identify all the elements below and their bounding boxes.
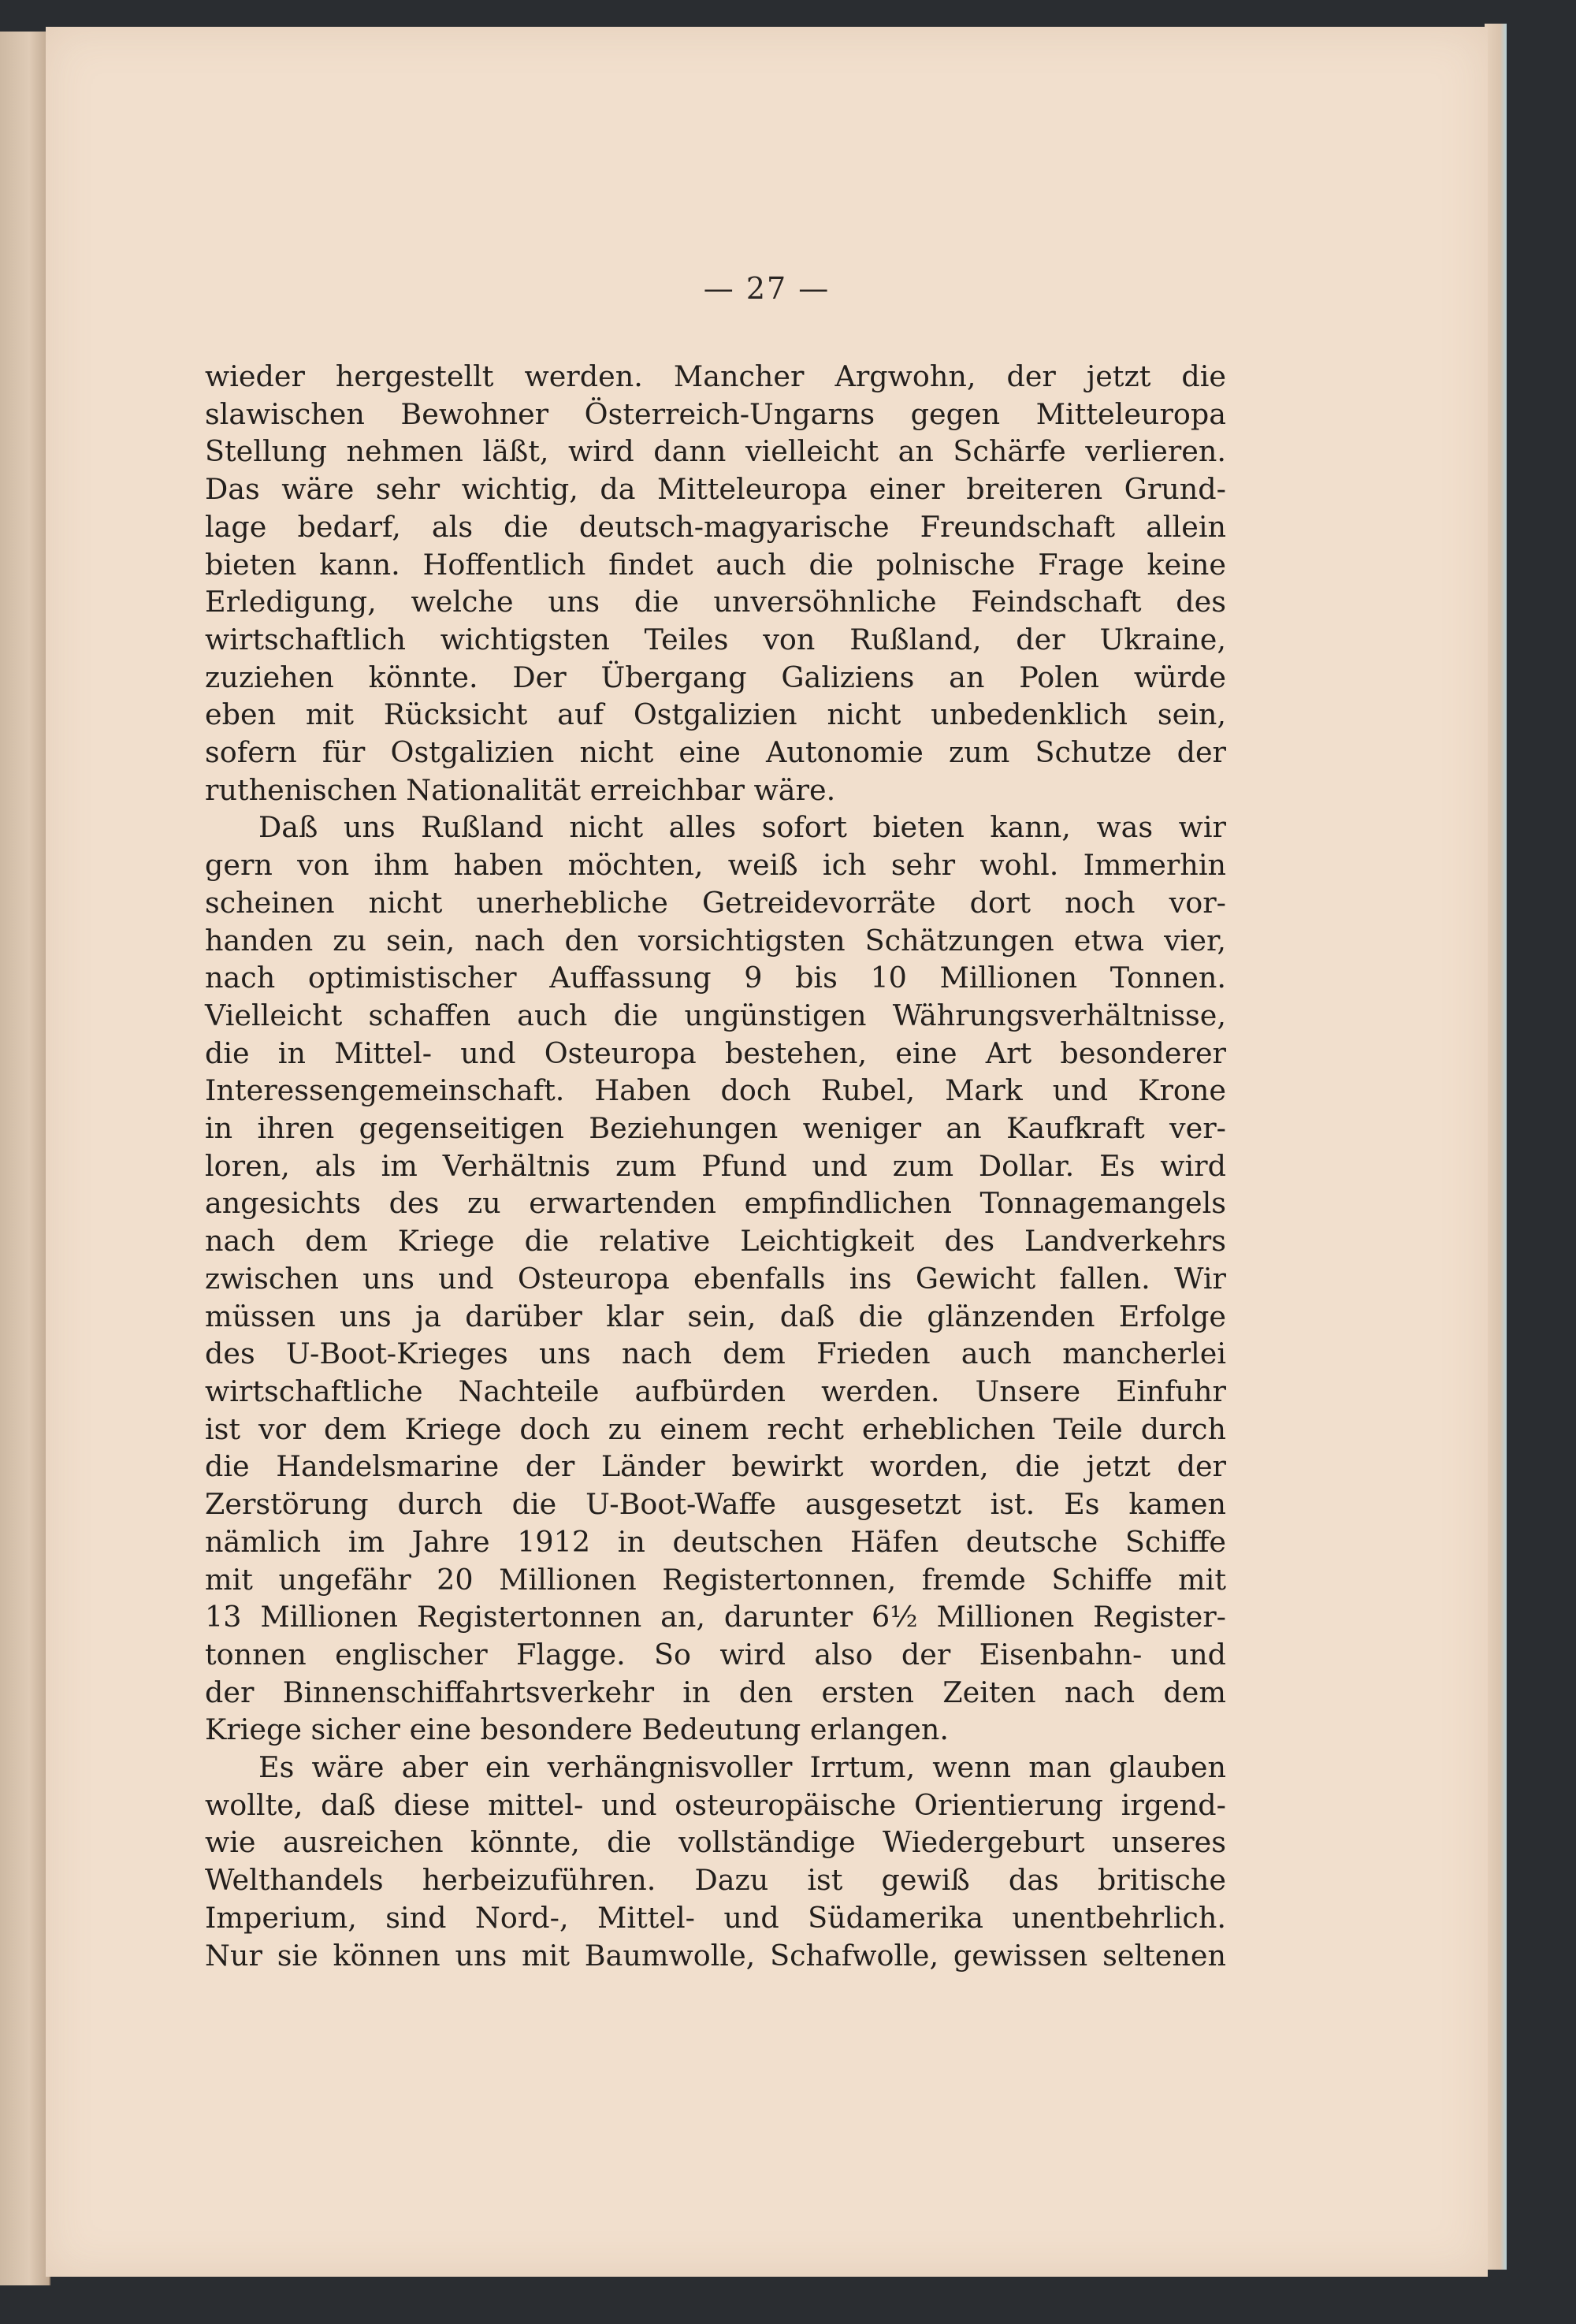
text-line: nach dem Kriege die relative Leichtigkeit des Landverkehrs (205, 1224, 1226, 1259)
text-line: zuziehen könnte. Der Übergang Galiziens an Polen würde (205, 660, 1226, 694)
text-line: bieten kann. Hoffentlich findet auch die polnische Frage keine (205, 547, 1226, 582)
text-line: Imperium, sind Nord-, Mittel- und Südamerika unentbehrlich. (205, 1900, 1226, 1935)
text-line: 13 Millionen Registertonnen an, darunter 6½ Millionen Register- (205, 1600, 1226, 1634)
text-line: ist vor dem Kriege doch zu einem recht erheblichen Teile durch (205, 1411, 1226, 1446)
text-line: gern von ihm haben möchten, weiß ich sehr wohl. Immerhin (205, 848, 1226, 883)
left-page-edge (0, 32, 50, 2285)
text-line: Stellung nehmen läßt, wird dann vielleicht an Schärfe verlieren. (205, 434, 1226, 469)
book-page (46, 27, 1488, 2277)
text-line: Das wäre sehr wichtig, da Mitteleuropa einer breiteren Grund- (205, 472, 1226, 507)
text-line: wirtschaftliche Nachteile aufbürden werden. Unsere Einfuhr (205, 1374, 1226, 1408)
text-line: wie ausreichen könnte, die vollständige Wiedergeburt unseres (205, 1825, 1226, 1860)
text-line: nach optimistischer Auffassung 9 bis 10 Millionen Tonnen. (205, 961, 1226, 995)
text-line: zwischen uns und Osteuropa ebenfalls ins Gewicht fallen. Wir (205, 1261, 1226, 1296)
text-line: handen zu sein, nach den vorsichtigsten Schätzungen etwa vier, (205, 923, 1226, 957)
text-line: wirtschaftlich wichtigsten Teiles von Rußland, der Ukraine, (205, 622, 1226, 656)
text-line: Nur sie können uns mit Baumwolle, Schafwolle, gewissen seltenen (205, 1938, 1226, 1973)
text-line: loren, als im Verhältnis zum Pfund und zum Dollar. Es wird (205, 1148, 1226, 1183)
text-line: wollte, daß diese mittel- und osteuropäische Orientierung irgend- (205, 1787, 1226, 1822)
text-line: Vielleicht schaffen auch die ungünstigen Währungsverhältnisse, (205, 998, 1226, 1032)
text-line: tonnen englischer Flagge. So wird also der Eisenbahn- und (205, 1637, 1226, 1671)
text-line: slawischen Bewohner Österreich-Ungarns gegen Mitteleuropa (205, 396, 1226, 431)
text-line: Erledigung, welche uns die unversöhnliche Feindschaft des (205, 585, 1226, 619)
text-line: des U-Boot-Krieges uns nach dem Frieden auch mancherlei (205, 1337, 1226, 1371)
text-line: Es wäre aber ein verhängnisvoller Irrtum, wenn man glauben (258, 1750, 1226, 1785)
text-line: Daß uns Rußland nicht alles sofort bieten kann, was wir (258, 810, 1226, 845)
text-line: in ihren gegenseitigen Beziehungen weniger an Kaufkraft ver- (205, 1111, 1226, 1146)
page-right-edge (1485, 24, 1507, 2270)
text-line: lage bedarf, als die deutsch-magyarische Freundschaft allein (205, 509, 1226, 544)
text-line: Interessengemeinschaft. Haben doch Rubel, Mark und Krone (205, 1073, 1226, 1108)
text-line: die Handelsmarine der Länder bewirkt worden, die jetzt der (205, 1449, 1226, 1484)
text-line: Zerstörung durch die U-Boot-Waffe ausgesetzt ist. Es kamen (205, 1487, 1226, 1522)
text-line: eben mit Rücksicht auf Ostgalizien nicht unbedenklich sein, (205, 697, 1226, 732)
text-line: nämlich im Jahre 1912 in deutschen Häfen deutsche Schiffe (205, 1524, 1226, 1559)
page-number: — 27 — (703, 271, 831, 306)
text-line: Kriege sicher eine besondere Bedeutung erlangen. (205, 1712, 949, 1747)
text-line: angesichts des zu erwartenden empfindlichen Tonnagemangels (205, 1186, 1226, 1221)
text-line: scheinen nicht unerhebliche Getreidevorräte dort noch vor- (205, 885, 1226, 920)
body-text (205, 358, 1226, 1974)
text-line: sofern für Ostgalizien nicht eine Autonomie zum Schutze der (205, 735, 1226, 770)
text-line: müssen uns ja darüber klar sein, daß die glänzenden Erfolge (205, 1299, 1226, 1333)
text-line: die in Mittel- und Osteuropa bestehen, eine Art besonderer (205, 1036, 1226, 1070)
text-line: wieder hergestellt werden. Mancher Argwohn, der jetzt die (205, 359, 1226, 393)
text-line: mit ungefähr 20 Millionen Registertonnen, fremde Schiffe mit (205, 1562, 1226, 1597)
text-line: Welthandels herbeizuführen. Dazu ist gewiß das britische (205, 1863, 1226, 1898)
text-line: ruthenischen Nationalität erreichbar wäre. (205, 772, 836, 807)
text-line: der Binnenschiffahrtsverkehr in den ersten Zeiten nach dem (205, 1675, 1226, 1709)
